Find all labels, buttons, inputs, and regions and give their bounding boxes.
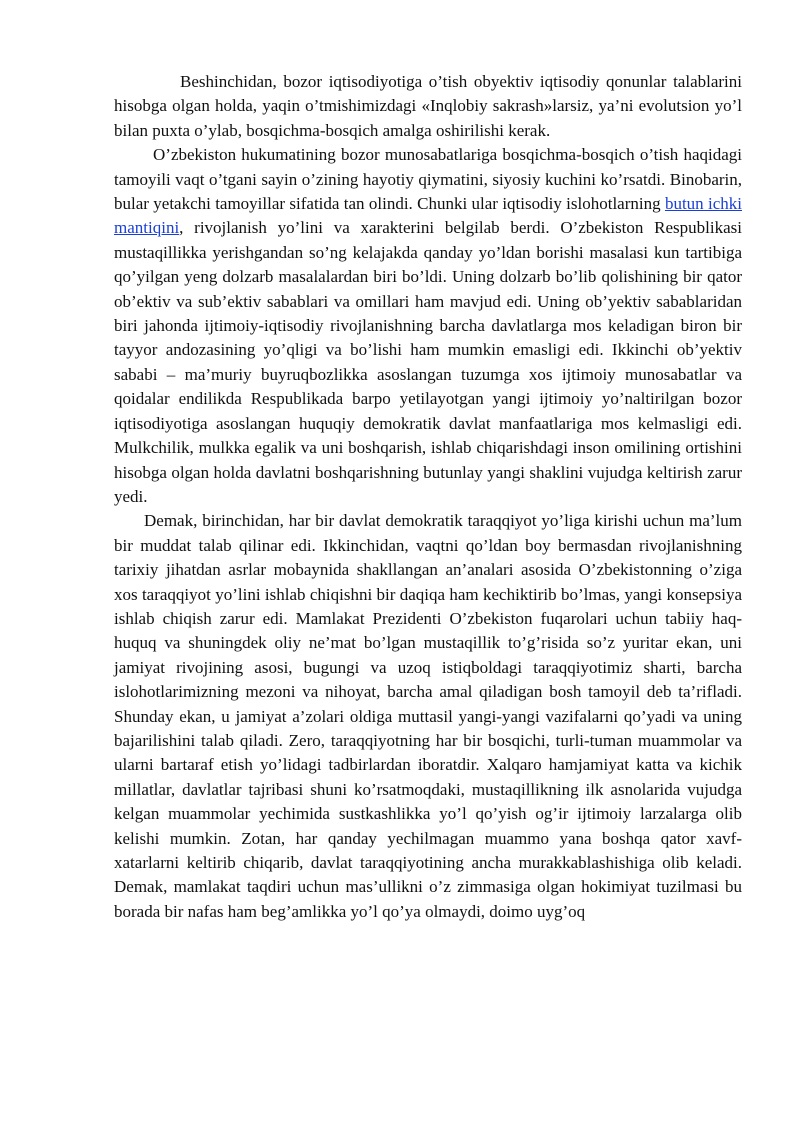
paragraph-2-text-end: , rivojlanish yo’lini va xarakterini belgilab berdi. O’zbekiston Respublikasi mustaqillikka yerishgandan so’ng kelajakda qanday yo’ldan borishi masalasi kun tartibiga qo’yilgan yeng dolzarb masalalardan biri bo’ldi. Uning dolzarb bo’lib qolishining bir qator ob’ektiv va sub’ektiv sabablari va omillari ham mavjud edi. Uning ob’yektiv sabablaridan biri jahonda ijtimoiy-iqtisodiy rivojlanishning barcha davlatlarga mos keladigan biron bir tayyor andozasining yo’qligi va bo’lishi ham mumkin emasligi edi. Ikkinchi ob’yektiv sababi – ma’muriy buyruqbozlikka asoslangan tuzumga xos ijtimoiy munosabatlar va qoidalar endilikda Respublikada barpo yetilayotgan yangi ijtimoiy yo’naltirilgan bozor iqtisodiyotiga asoslangan huquqiy demokratik davlat manfaatlariga mos kelmasligi edi. Mulkchilik, mulkka egalik va uni boshqarish, ishlab chiqarishdagi inson omilining ortishini hisobga olgan holda davlatni boshqarishning butunlay yangi shaklini vujudga keltirish zarur yedi. <box>114 218 742 506</box>
document-page <box>114 70 742 924</box>
paragraph-1-text: Beshinchidan, bozor iqtisodiyotiga o’tish obyektiv iqtisodiy qonunlar talablarini hisobga olgan holda, yaqin o’tmishimizdagi «Inqlobiy sakrash»larsiz, ya’ni evolutsion yo’l bilan puxta o’ylab, bosqichma-bosqich amalga oshirilishi kerak. <box>114 72 742 140</box>
inline-link[interactable]: butun ichki mantiqini <box>114 194 743 238</box>
paragraph-1 <box>114 70 742 143</box>
paragraph-3 <box>114 509 742 924</box>
paragraph-2 <box>114 143 742 509</box>
paragraph-3-text: Demak, birinchidan, har bir davlat demokratik taraqqiyot yo’liga kirishi uchun ma’lum bir muddat talab qilinar edi. Ikkinchidan, vaqtni qo’ldan boy bermasdan rivojlanishning tarixiy jihatdan asrlar mobaynida shakllangan an’analari asosida O’zbekistonning o’ziga xos taraqqiyot yo’lini ishlab chiqishni bir daqiqa ham kechiktirib bo’lmas, yangi konsepsiya ishlab chiqish zarur edi. Mamlakat Prezidenti O’zbekiston fuqarolari uchun tabiiy haq-huquq va shuningdek oliy ne’mat bo’lgan mustaqillik to’g’risida so’z yuritar ekan, uni jamiyat rivojining asosi, bugungi va uzoq istiqboldagi taraqqiyotimiz sharti, barcha islohotlarimizning mezoni va nihoyat, barcha amal qiladigan bosh tamoyil deb ta’rifladi. Shunday ekan, u jamiyat a’zolari oldiga muttasil yangi-yangi vazifalarni qo’yadi va uning bajarilishini talab qiladi. Zero, taraqqiyotning har bir bosqichi, turli-tuman muammolar va ularni bartaraf etish yo’lidagi tadbirlardan iboratdir. Xalqaro hamjamiyat katta va kichik millatlar, davlatlar tajribasi shuni ko’rsatmoqdaki, mustaqillikning ilk asnolarida vujudga kelgan muammolar yechimida sustkashlikka yo’l qo’yish og’ir ijtimoiy larzalarga olib kelishi mumkin. Zotan, har qanday yechilmagan muammo yana boshqa qator xavf-xatarlarni keltirib chiqarib, davlat taraqqiyotining ancha murakkablashishiga olib keladi. Demak, mamlakat taqdiri uchun mas’ullikni o’z zimmasiga olgan hokimiyat tuzilmasi bu borada bir nafas ham beg’amlikka yo’l qo’ya olmaydi, doimo uyg’oq <box>114 511 742 921</box>
paragraph-2-text-start: O’zbekiston hukumatining bozor munosabatlariga bosqichma-bosqich o’tish haqidagi tamoyili vaqt o’tgani sayin o’zining hayotiy qiymatini, siyosiy kuchini ko’rsatdi. Binobarin, bular yetakchi tamoyillar sifatida tan olindi. Chunki ular iqtisodiy islohotlarning <box>114 145 742 214</box>
